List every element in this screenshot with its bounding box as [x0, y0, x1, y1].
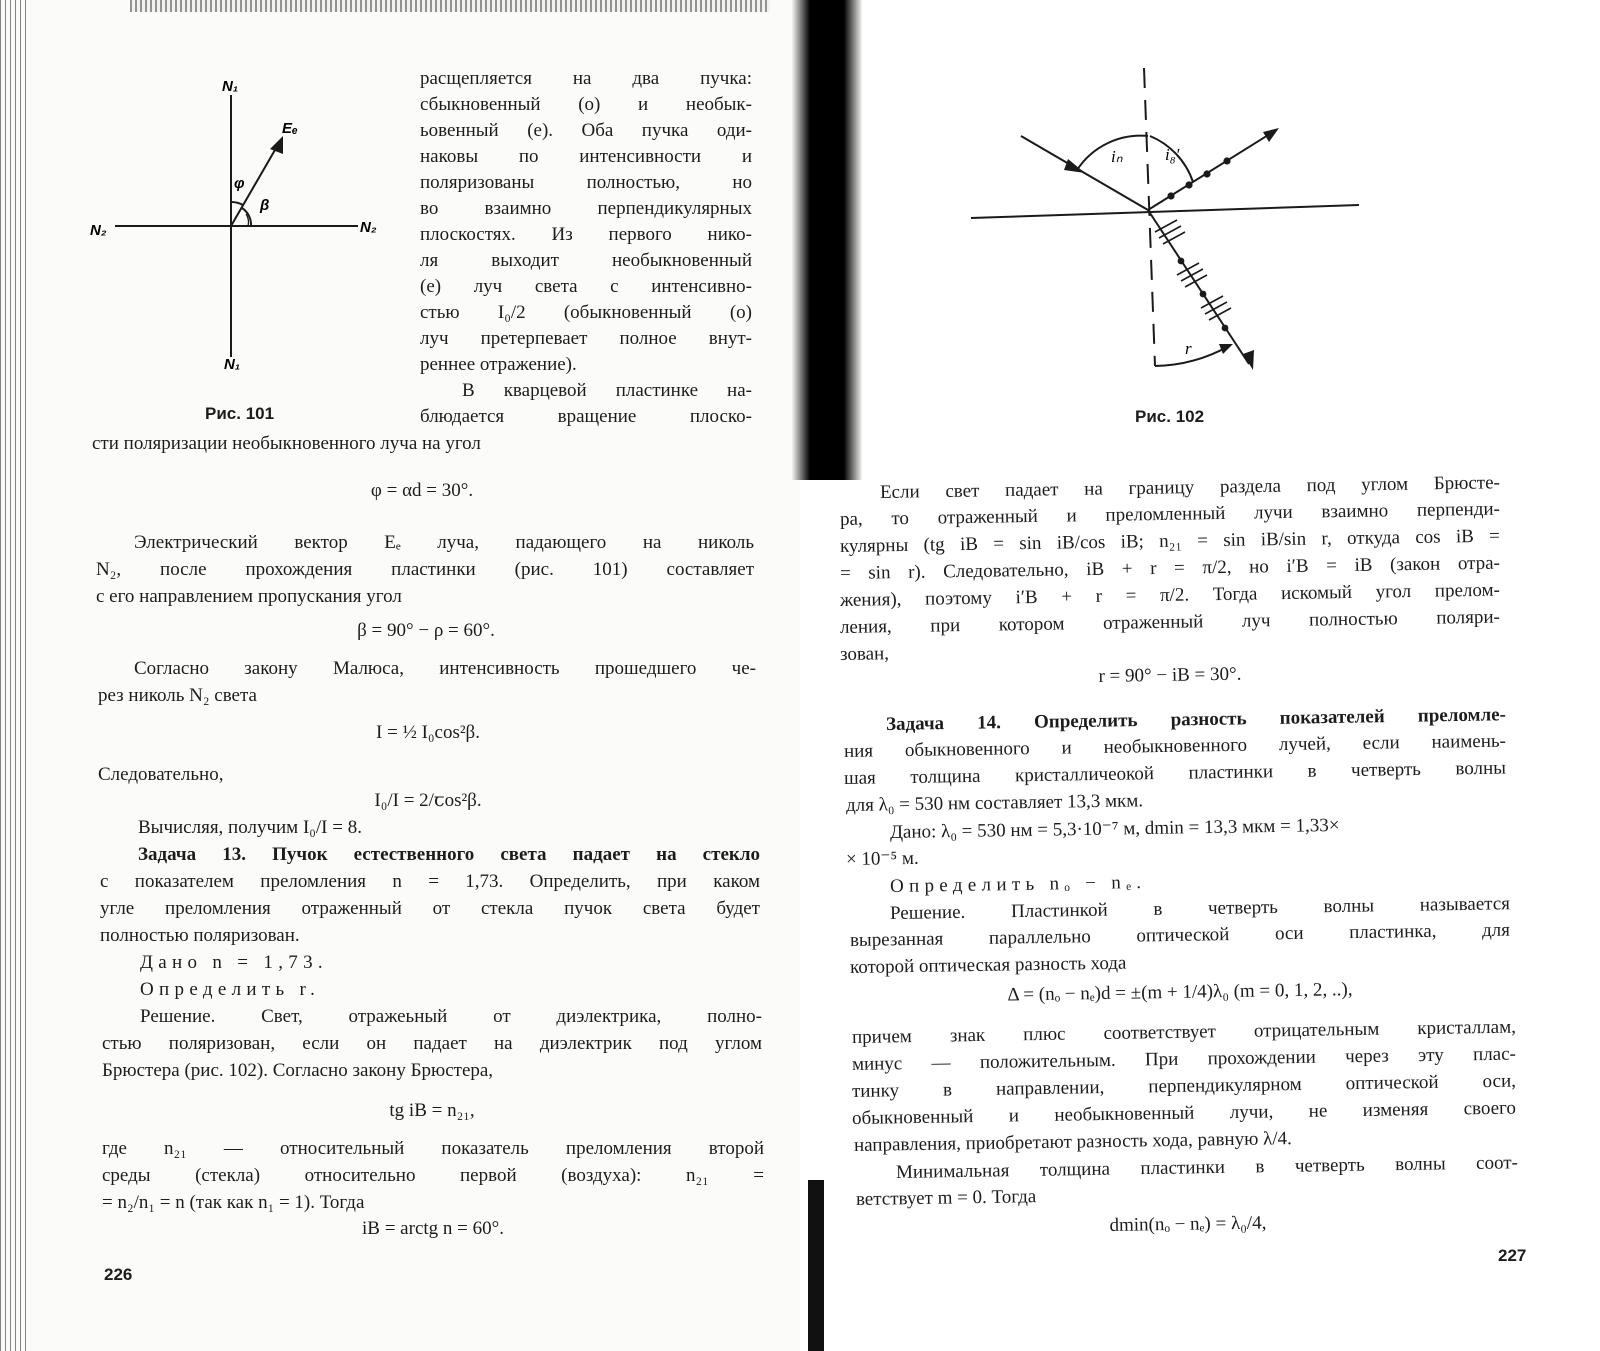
label-ib: iₙ [1111, 147, 1123, 166]
label-n2-left: N₂ [90, 222, 107, 239]
polarization-dot [1167, 192, 1174, 199]
formula-brewster: tg iВ = n₂₁, [389, 1100, 475, 1121]
text-line: Следовательно, [98, 764, 224, 785]
text-line: наковы по интенсивности и [420, 146, 752, 167]
text-line: ветствует m = 0. Тогда [855, 1186, 1037, 1210]
text-line: с его направлением пропускания угол [96, 586, 402, 607]
text-line: среды (стекла) относительно первой (воздуха): n₂₁ = [102, 1165, 764, 1186]
figure-102-caption: Рис. 102 [1135, 407, 1205, 426]
polarization-dot [1178, 258, 1185, 265]
text-line: ния обыкновенного и необыкновенного лучей, если наимень- [843, 730, 1507, 762]
text-line: причем знак плюс соответствует отрицательным кристаллам, [851, 1016, 1517, 1048]
text-line: Согласно закону Малюса, интенсивность прошедшего че- [134, 658, 756, 679]
formula-r: r = 90° − iВ = 30°. [1098, 663, 1242, 687]
text-line: Минимальная толщина пластинки в четверть волны соот- [895, 1152, 1519, 1183]
text-line: рез николь N₂ света [98, 685, 257, 706]
text-line: Электрический вектор Eₑ луча, падающего на николь [134, 532, 754, 553]
text-line: поляризованы полностью, но [420, 172, 752, 193]
text-line: Брюстера (рис. 102). Согласно закону Брюстера, [102, 1060, 494, 1081]
text-line: (е) луч света с интенсивно- [420, 276, 752, 297]
incident-arrowhead [1064, 159, 1085, 173]
text-line: кулярны (tg iВ = sin iВ/cos iВ; n₂₁ = sin iВ/sin r, откуда cos iВ = [839, 525, 1501, 557]
text-line: вырезанная параллельно оптической оси пластинка, для [849, 919, 1511, 951]
polarization-dot [1223, 157, 1230, 164]
text-line: В кварцевой пластинке на- [462, 380, 752, 401]
refracted-ray-line [1148, 210, 1249, 364]
text-line: шая толщина кристалличеокой пластинки в четверть волны [843, 757, 1507, 789]
polarization-dot [1203, 170, 1210, 177]
text-line: направления, приобретают разность хода, равную λ/4. [853, 1128, 1292, 1156]
text-line: зован, [839, 643, 890, 665]
text-line: = n₂/n₁ = n (так как n₁ = 1). Тогда [102, 1192, 365, 1213]
text-line: полностью поляризован. [100, 925, 300, 946]
formula-ratio: I₀/I = 2/ꞇos²β. [374, 790, 482, 811]
angle-phi-arc [231, 202, 243, 205]
r-arc-arrowhead [1219, 344, 1233, 354]
formula-malus: I = ½ I₀cos²β. [376, 722, 480, 743]
formula-delta: Δ = (nₒ − nₑ)d = ±(m + 1/4)λ₀ (m = 0, 1, 2, ..), [1007, 979, 1353, 1006]
reflected-arrowhead [1263, 128, 1279, 142]
text-line: жения), поэтому i′В + r = π/2. Тогда искомый угол прелом- [839, 579, 1501, 611]
page-number-left: 226 [104, 1265, 133, 1284]
problem-13-heading: Задача 13. Пучок естественного света падает на стекло [138, 844, 760, 865]
text-line: стью поляризован, если он падает на диэлектрик под углом [102, 1033, 762, 1054]
label-vector-e: Eₑ [282, 120, 298, 137]
label-ib-prime: i₈' [1165, 145, 1180, 164]
reflected-ray-line [1148, 132, 1273, 210]
problem-14-heading: Задача 14. Определить разность показателей преломле- [885, 704, 1507, 735]
text-line: где n₂₁ — относительный показатель преломления второй [102, 1138, 764, 1159]
text-line: ра, то отраженный и преломленный лучи взаимно перпенди- [839, 498, 1501, 530]
given-line: Дано n = 1,73. [140, 952, 329, 973]
text-line: во взаимно перпендикулярных [420, 198, 752, 219]
vector-e-arrowhead [270, 136, 283, 154]
text-line: ьовенный (е). Оба пучка оди- [420, 120, 752, 141]
text-line: плоскостях. Из первого нико- [420, 224, 752, 245]
text-line: угле преломления отраженный от стекла пучок света будет [100, 898, 760, 919]
text-line: блюдается вращение плоско- [420, 406, 752, 427]
page-edge-artifact [0, 0, 28, 1351]
text-line: Вычисляя, получим I₀/I = 8. [138, 817, 362, 838]
label-n2-right: N₂ [360, 219, 377, 236]
given-line: Дано: λ₀ = 530 нм = 5,3·10⁻⁷ м, dmin = 13,3 мкм = 1,33× [889, 814, 1340, 843]
text-line: расщепляется на два пучка: [420, 68, 752, 89]
text-line: Если свет падает на границу раздела под углом Брюсте- [879, 472, 1501, 503]
text-line: стью I₀/2 (обыкновенный (о) [420, 302, 752, 323]
text-line: × 10⁻⁵ м. [845, 847, 919, 870]
polarization-strokes [1155, 220, 1231, 320]
solution-line: Решение. Свет, отражеьный от диэлектрика, полно- [140, 1006, 762, 1027]
find-line: Определить r. [140, 979, 321, 1000]
formula-phi: φ = αd = 30°. [370, 480, 474, 501]
scan-top-artifact [130, 0, 770, 12]
solution-line: Решение. Пластинкой в четверть волны называется [889, 893, 1511, 924]
polarization-dot [1200, 291, 1207, 298]
text-line: для λ₀ = 530 нм составляет 13,3 мкм. [845, 790, 1144, 816]
text-line: = sin r). Следовательно, iВ + r = π/2, но i′В = iВ (закон отра- [839, 552, 1501, 584]
text-line: обыкновенный и необыкновенный лучи, не изменяя своего [851, 1097, 1517, 1129]
text-line: луч претерпевает полное внут- [420, 328, 752, 349]
figure-101-caption: Рис. 101 [205, 404, 275, 423]
label-angle-beta: β [260, 197, 270, 214]
text-line: N₂, после прохождения пластинки (рис. 101) составляет [96, 559, 754, 580]
text-line: сти поляризации необыкновенного луча на угол [92, 433, 481, 454]
formula-ib: iВ = arctg n = 60°. [362, 1218, 504, 1239]
label-r: r [1185, 339, 1192, 358]
angle-beta-arc [242, 208, 251, 226]
text-line: с показателем преломления n = 1,73. Определить, при каком [100, 871, 760, 892]
figure-101-diagram [90, 75, 390, 375]
formula-dmin: dmin(nₒ − nₑ) = λ₀/4, [1109, 1212, 1267, 1237]
formula-beta: β = 90° − ρ = 60°. [357, 620, 495, 641]
interface-line [971, 205, 1359, 218]
text-line: ления, при котором отраженный луч полностью поляри- [839, 606, 1501, 638]
text-line: реннее отражение). [420, 354, 577, 375]
text-line: ля выходит необыкновенный [420, 250, 752, 271]
page-number-right: 227 [1498, 1246, 1527, 1265]
label-angle-phi: φ [234, 175, 245, 192]
angle-r-arc [1155, 346, 1229, 366]
incident-ray-line [1021, 136, 1148, 210]
text-line: сбыкновенный (о) и необык- [420, 94, 752, 115]
polarization-dot [1222, 325, 1229, 332]
label-n1-bottom: N₁ [224, 356, 241, 373]
text-line: тинку в направлении, перпендикулярном оптической оси, [851, 1070, 1517, 1102]
figure-102-diagram [965, 60, 1385, 390]
right-page [800, 0, 1600, 1351]
find-line: Определить nₒ − nₑ. [889, 871, 1147, 897]
refracted-arrowhead [1243, 350, 1254, 370]
text-line: минус — положительным. При прохождении через эту плас- [851, 1043, 1517, 1075]
polarization-dot [1185, 181, 1192, 188]
label-n1-top: N₁ [222, 78, 239, 95]
text-line: которой оптическая разность хода [849, 952, 1127, 978]
